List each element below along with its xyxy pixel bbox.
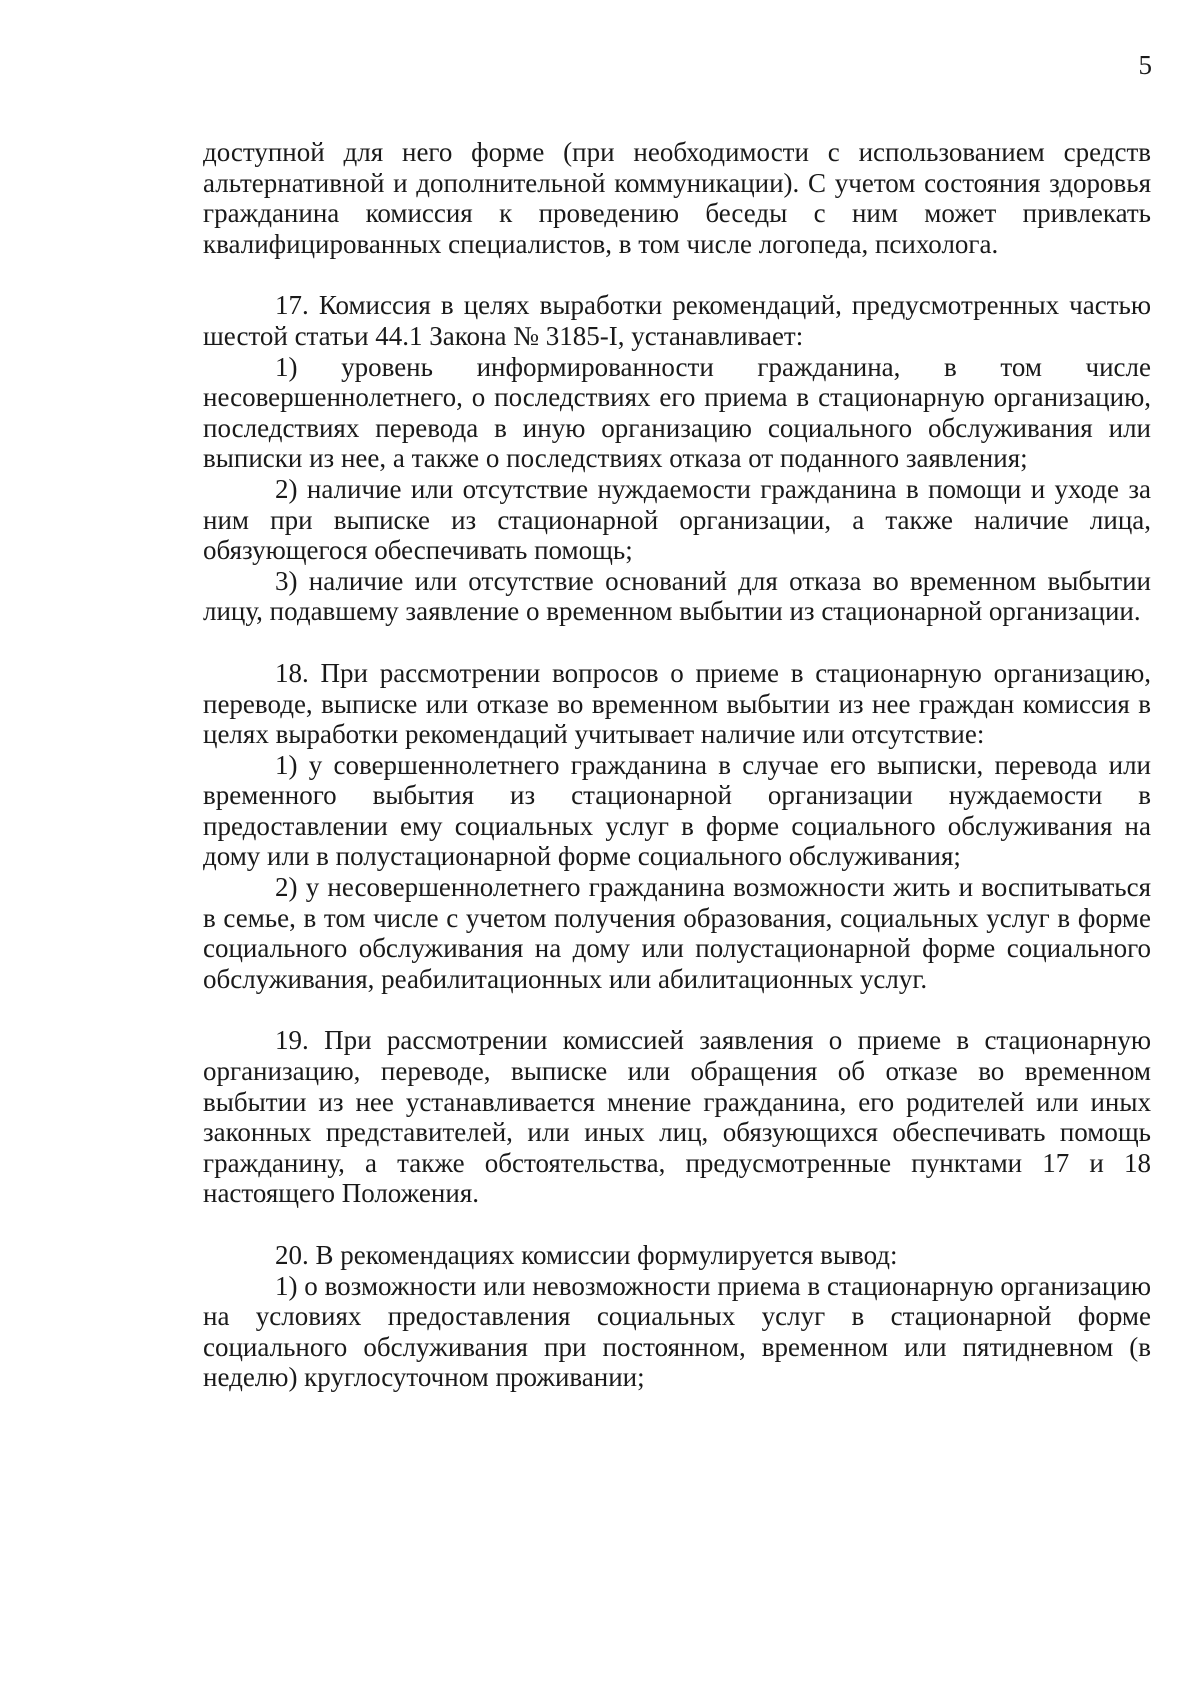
clause-17-item-3: 3) наличие или отсутствие оснований для отказа во временном выбытии лицу, подавшему заявление о временном выбытии из стационарной организации. bbox=[203, 565, 1151, 627]
clause-20-item-1: 1) о возможности или невозможности приема в стационарную организацию на условиях предоставления социальных услуг в стационарной форме социального обслуживания при постоянном, временном или пятидневном (в неделю) круглосуточном проживании; bbox=[203, 1270, 1151, 1393]
clause-18-item-2: 2) у несовершеннолетнего гражданина возможности жить и воспитываться в семье, в том числе с учетом получения образования, социальных услуг в форме социального обслуживания на дому или полустационарной форме социального обслуживания, реабилитационных или абилитационных услуг. bbox=[203, 872, 1151, 994]
page-number: 5 bbox=[1138, 50, 1152, 80]
clause-19: 19. При рассмотрении комиссией заявления о приеме в стационарную организацию, переводе, выписке или обращения об отказе во временном выбытии из нее устанавливается мнение гражданина, его родителей или иных законных представителей, или иных лиц, обязующихся обеспечивать помощь гражданину, а также обстоятельства, предусмотренные пунктами 17 и 18 настоящего Положения. bbox=[203, 1025, 1151, 1209]
clause-18-item-1: 1) у совершеннолетнего гражданина в случае его выписки, перевода или временного выбытия из стационарной организации нуждаемости в предоставлении ему социальных услуг в форме социального обслуживания на дому или в полустационарной форме социального обслуживания; bbox=[203, 749, 1151, 872]
clause-20: 20. В рекомендациях комиссии формулируется вывод: bbox=[275, 1240, 898, 1270]
clause-18: 18. При рассмотрении вопросов о приеме в стационарную организацию, переводе, выписке или отказе во временном выбытии из нее граждан комиссия в целях выработки рекомендаций учитывает наличие или отсутствие: bbox=[203, 657, 1151, 750]
document-body bbox=[203, 137, 1151, 1393]
clause-17: 17. Комиссия в целях выработки рекомендаций, предусмотренных частью шестой статьи 44.1 Закона № 3185-I, устанавливает: bbox=[203, 290, 1151, 351]
paragraph-continuation: доступной для него форме (при необходимости с использованием средств альтернативной и дополнительной коммуникации). С учетом состояния здоровья гражданина комиссия к проведению беседы с ним может привлекать квалифицированных специалистов, в том числе логопеда, психолога. bbox=[203, 137, 1151, 259]
clause-17-item-2: 2) наличие или отсутствие нуждаемости гражданина в помощи и уходе за ним при выписке из стационарной организации, а также наличие лица, обязующегося обеспечивать помощь; bbox=[203, 473, 1151, 566]
clause-17-item-1: 1) уровень информированности гражданина, в том числе несовершеннолетнего, о последствиях его приема в стационарную организацию, последствиях перевода в иную организацию социального обслуживания или выписки из нее, а также о последствиях отказа от поданного заявления; bbox=[203, 351, 1151, 474]
